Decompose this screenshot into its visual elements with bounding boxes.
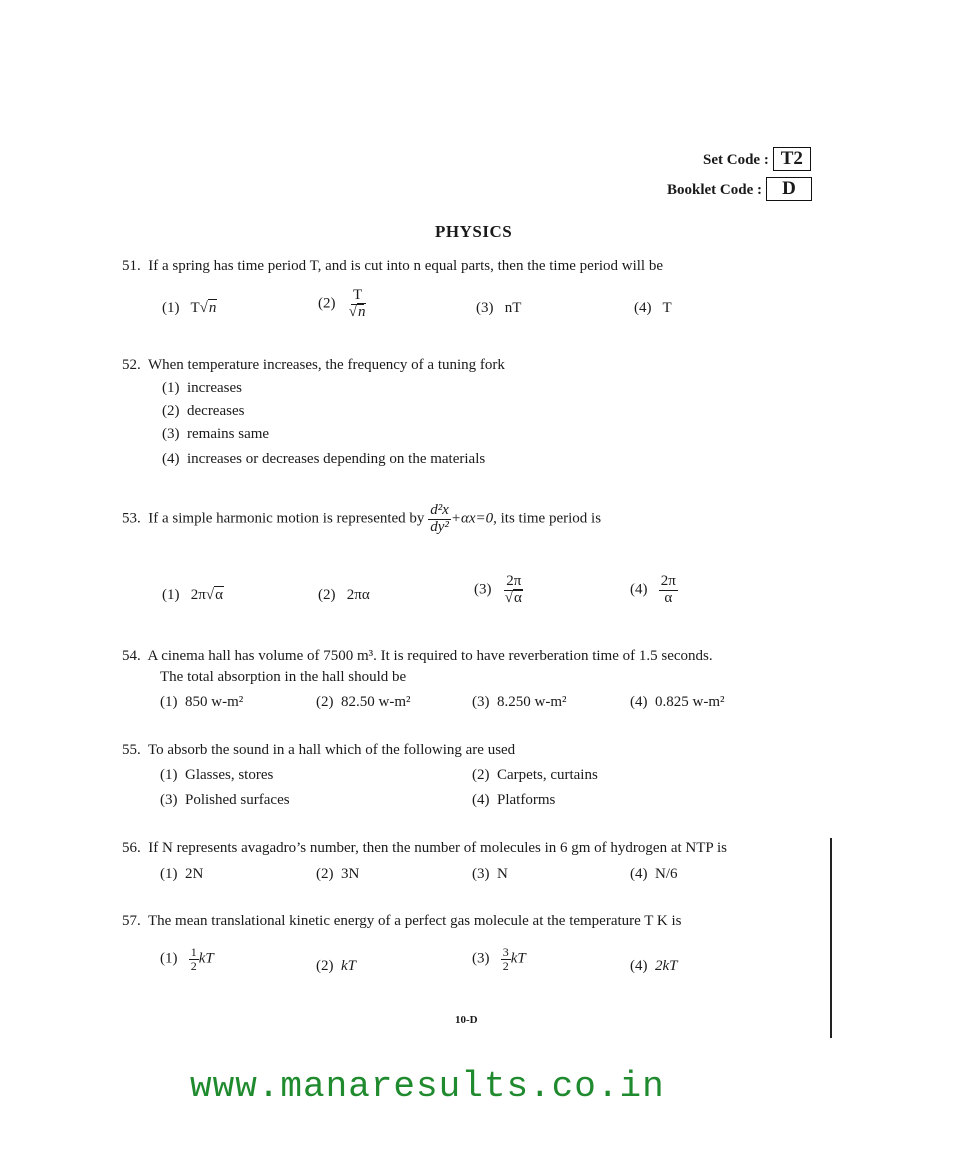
question-54 xyxy=(122,648,713,665)
question-53 xyxy=(122,503,601,536)
q55-option-4: (4) Platforms xyxy=(472,792,556,808)
option-number: (4) xyxy=(634,300,652,316)
option-fraction: $\frac{2\pi}{\alpha}$ xyxy=(660,573,676,606)
question-56 xyxy=(122,840,727,857)
q57-option-3: (3) $\frac{3}{2}$ kT xyxy=(472,945,526,973)
q54-option-3: (3) 8.250 w-m² xyxy=(472,694,567,710)
question-text: If a spring has time period T, and is cut into n equal parts, then the time period will be xyxy=(148,258,663,274)
q51-option-3 xyxy=(476,300,521,317)
q53-option-4: (4) $\frac{2\pi}{\alpha}$ xyxy=(630,573,676,606)
q53-option-1: (1) 2π√α xyxy=(162,587,223,603)
question-text: If a simple harmonic motion is represented by xyxy=(148,510,425,527)
q56-option-4: (4) N/6 xyxy=(630,866,678,882)
question-text: The mean translational kinetic energy of a perfect gas molecule at the temperature T K is xyxy=(147,913,682,929)
question-number: 53. xyxy=(122,510,141,527)
q51-option-1 xyxy=(162,300,217,317)
question-55 xyxy=(122,742,515,759)
question-number: 57. xyxy=(122,913,141,929)
option-text: nT xyxy=(504,300,522,316)
set-code-label: Set Code : xyxy=(703,152,769,168)
q55-option-1: (1) Glasses, stores xyxy=(160,767,274,783)
q54-option-4: (4) 0.825 w-m² xyxy=(630,694,725,710)
booklet-code-row xyxy=(667,177,812,201)
option-text: T xyxy=(662,300,672,316)
set-code-value: T2 xyxy=(773,147,811,171)
option-fraction: $\frac{1}{2}$ xyxy=(190,945,197,973)
q57-option-1: (1) $\frac{1}{2}$ kT xyxy=(160,945,214,973)
option-fraction: $\frac{2\pi}{√\alpha}$ xyxy=(504,573,522,606)
q54-option-1: (1) 850 w-m² xyxy=(160,694,244,710)
q56-option-1: (1) 2N xyxy=(160,866,204,882)
option-number: (3) xyxy=(476,300,494,316)
question-number: 56. xyxy=(122,840,141,856)
set-code-row xyxy=(703,147,811,171)
option-math: T√n xyxy=(190,300,217,316)
option-number: (1) xyxy=(162,300,180,316)
question-text-end: , its time period is xyxy=(493,510,602,527)
q52-option-4: (4) increases or decreases depending on the materials xyxy=(162,451,486,467)
option-number: (2) xyxy=(318,295,336,312)
q52-option-2: (2) decreases xyxy=(162,403,245,419)
q53-option-3: (3) $\frac{2\pi}{√\alpha}$ xyxy=(474,574,525,607)
watermark-url[interactable]: www.manaresults.co.in xyxy=(190,1066,665,1107)
page-title: PHYSICS xyxy=(435,222,513,241)
question-text: If N represents avagadro’s number, then the number of molecules in 6 gm of hydrogen at NTP is xyxy=(148,840,727,856)
option-fraction: $\frac{3}{2}$ xyxy=(502,945,509,973)
option-fraction: $\frac{T}{√n}$ xyxy=(348,287,366,320)
question-text: When temperature increases, the frequency of a tuning fork xyxy=(147,357,505,373)
question-51 xyxy=(122,258,663,275)
question-52 xyxy=(122,357,505,374)
q57-option-2: (2) kT xyxy=(316,958,356,974)
question-number: 54. xyxy=(122,648,141,664)
question-number: 52. xyxy=(122,357,141,373)
page-number: 10-D xyxy=(455,1014,478,1026)
booklet-code-label: Booklet Code : xyxy=(667,182,762,198)
q52-option-1: (1) increases xyxy=(162,380,242,396)
question-number: 51. xyxy=(122,258,141,274)
q52-option-3: (3) remains same xyxy=(162,426,270,442)
question-57 xyxy=(122,913,682,930)
q51-option-4 xyxy=(634,300,672,317)
booklet-code-value: D xyxy=(766,177,812,201)
q51-option-2 xyxy=(318,288,368,321)
q53-option-2: (2) 2πα xyxy=(318,587,370,603)
q55-option-2: (2) Carpets, curtains xyxy=(472,767,598,783)
q54-option-2: (2) 82.50 w-m² xyxy=(316,694,411,710)
question-number: 55. xyxy=(122,742,141,758)
q55-option-3: (3) Polished surfaces xyxy=(160,792,290,808)
scan-border-line xyxy=(830,838,832,1038)
equation-rest: +αx=0 xyxy=(450,510,494,527)
equation-fraction: $\frac{\text{d²x}}{\text{dy²}}$ xyxy=(430,502,449,535)
q56-option-3: (3) N xyxy=(472,866,508,882)
question-text: A cinema hall has volume of 7500 m³. It is required to have reverberation time of 1.5 seconds. xyxy=(147,648,713,664)
q56-option-2: (2) 3N xyxy=(316,866,360,882)
q57-option-4: (4) 2kT xyxy=(630,958,678,974)
option-math: 2π√α xyxy=(190,587,223,603)
question-54-line2: The total absorption in the hall should be xyxy=(160,669,407,685)
question-text: To absorb the sound in a hall which of the following are used xyxy=(147,742,516,758)
